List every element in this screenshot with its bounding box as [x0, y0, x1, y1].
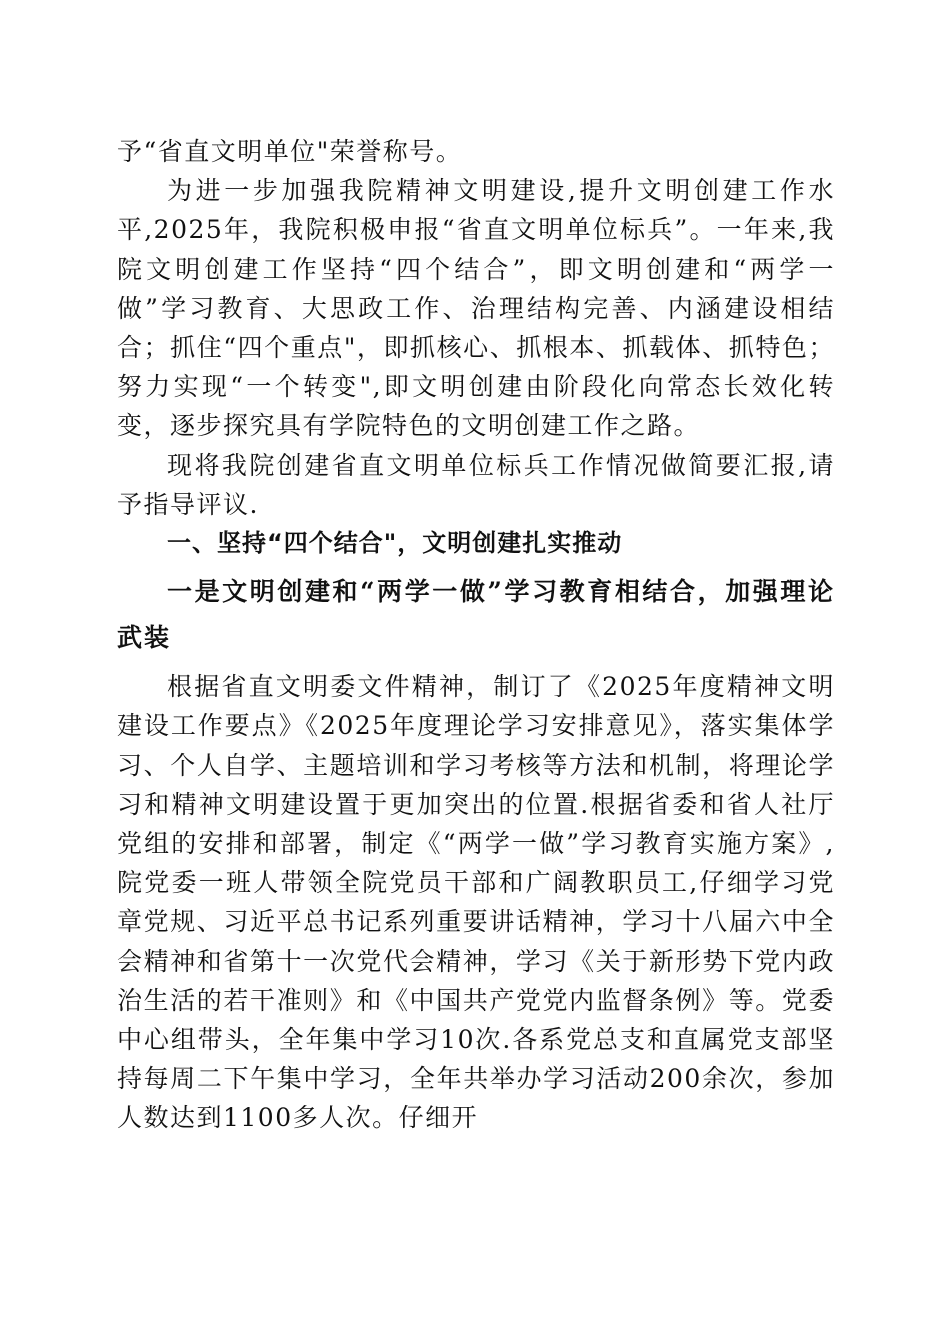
paragraph-body: 根据省直文明委文件精神，制订了《2025年度精神文明建设工作要点》《2025年度理论学习安排意见》，落实集体学习、个人自学、主题培训和学习考核等方法和机制，将理论学习和精神文明建设置于更加突出的位置.根据省委和省人社厅党组的安排和部署，制定《“两学一做”学习教育实施方案》,院党委一班人带领全院党员干部和广阔教职员工,仔细学习党章党规、习近平总书记系列重要讲话精神，学习十八届六中全会精神和省第十一次党代会精神，学习《关于新形势下党内政治生活的若干准则》和《中国共产党党内监督条例》等。党委中心组带头，全年集中学习10次.各系党总支和直属党支部坚持每周二下午集中学习，全年共举办学习活动200余次，参加人数达到1100多人次。仔细开 — [117, 672, 835, 1133]
section-heading: 一、坚持“四个结合"，文明创建扎实推动 — [167, 529, 623, 558]
paragraph-report-request: 现将我院创建省直文明单位标兵工作情况做简要汇报,请予指导评议. — [117, 450, 835, 519]
subsection-heading: 一是文明创建和“两学一做”学习教育相结合，加强理论武装 — [117, 577, 835, 653]
paragraph-continuation: 予“省直文明单位"荣誉称号。 — [117, 137, 463, 166]
paragraph-intro: 为进一步加强我院精神文明建设,提升文明创建工作水平,2025年，我院积极申报“省直文明单位标兵”。一年来,我院文明创建工作坚持“四个结合”，即文明创建和“两学一做”学习教育、大思政工作、治理结构完善、内涵建设相结合；抓住“四个重点"，即抓核心、抓根本、抓载体、抓特色；努力实现“一个转变",即文明创建由阶段化向常态长效化转变，逐步探究具有学院特色的文明创建工作之路。 — [117, 176, 835, 441]
document-body — [117, 132, 835, 1138]
